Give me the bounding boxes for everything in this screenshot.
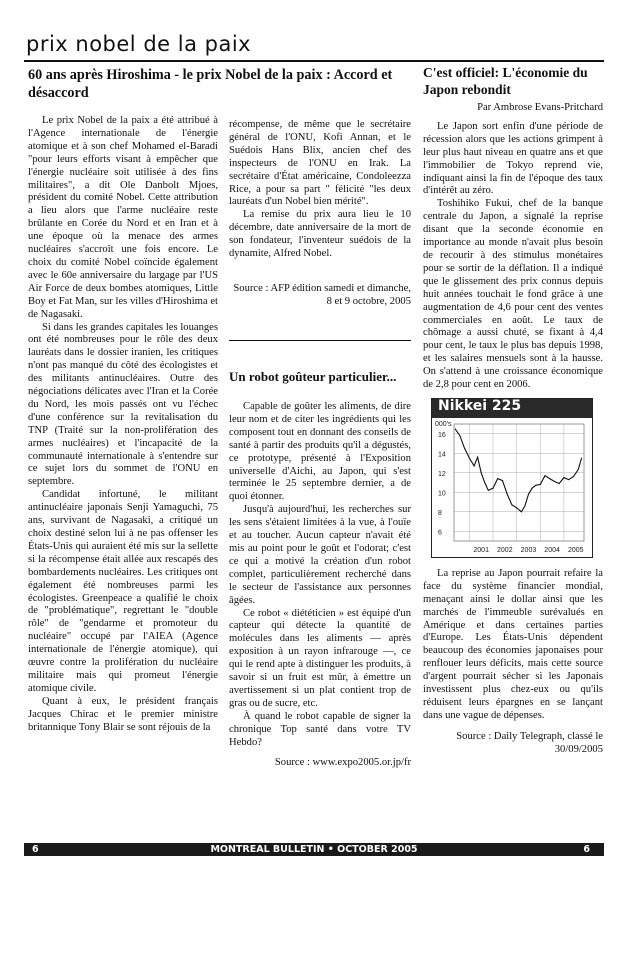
nikkei-data-point [488,490,489,491]
article-1-column-2 [229,119,411,309]
article-separator [229,340,411,341]
nikkei-data-point [540,484,541,485]
article-1-paragraph: Candidat infortuné, le militant antinucléaire japonais Senji Yamaguchi, 75 ans, survivant de Nagasaki, a critiqué un choix destiné selon lui à ne pas offenser les États-Unis qui auraient été mis sur la sellette si la récompense était allée aux rescapés des bombardements nucléaires. Les critiques ont également été nombreuses parmi les écologistes. Greenpeace a qualifié le choix de "problématique", regrettant le "double rôle" de "gendarme et promoteur du nucléaire" occupé par l'AIEA (Agence internationale de l'énergie atomique), qui œuvre contre la prolifération du nucléaire militaire mais qui promeut l'énergie atomique civile. [28,489,218,694]
y-tick-label: 6 [438,529,442,537]
nikkei-data-point [507,494,508,495]
nikkei-data-point [554,481,555,482]
y-tick-label: 8 [438,509,442,517]
nikkei-data-point [535,485,536,486]
article-1-headline: 60 ans après Hiroshima - le prix Nobel de la paix : Accord et désaccord [28,67,393,101]
nikkei-chart-plot [432,418,590,557]
x-tick-label: 2003 [520,546,537,554]
article-3-paragraph: La reprise au Japon pourrait refaire la face du système financier mondial, menaçant ainsi le dollar ainsi que les marchés de l'immeuble surévalués en Amérique et dans certaines parties d'Europe. Les États-Unis dépendent beaucoup des économies japonaises pour renflouer leurs déficits, mais cette source d'argent pourrait sécher si les Japonais investissent plus chez-eux ou qu'ils réduisent leurs épargnes en se lançant dans une vague de dépenses. [423,567,603,721]
y-tick-label: 12 [438,470,446,478]
page-footer [24,843,604,856]
nikkei-data-point [502,480,503,481]
y-tick-label: 16 [438,431,446,439]
article-2-paragraph: À quand le robot capable de signer la chronique Top santé dans votre TV Hebdo? [229,710,411,748]
article-2-paragraph: Capable de goûter les aliments, de dire leur nom et de citer les ingrédients qui les composent tout en donnant des conseils de santé à partir des produits qu'il a dégustés, ce prototype, présenté à l'Exposition universelle d'Aichi, au Japon, qui s'est terminée le 25 septembre dernier, a de quoi étonner. [229,401,411,503]
x-tick-label: 2002 [497,546,513,554]
nikkei-data-point [455,428,456,429]
article-1-paragraph: La remise du prix aura lieu le 10 décembre, date anniversaire de la mort de son fondateur, l'inventeur suédois de la dynamite, Alfred Nobel. [229,209,411,260]
nikkei-data-point [521,511,522,512]
nikkei-data-point [581,458,582,459]
article-1-paragraph: Le prix Nobel de la paix a été attribué à l'Agence internationale de l'énergie atomique et à son chef Mohamed el-Baradi "pour leurs efforts visant à empêcher que l'énergie nucléaire soit utilisée à des fins militaires", a dit Ole Danbolt Mjoes, président du comité Nobel. Cette attribution a lieu alors que l'arme nucléaire reste brûlante en Corée du Nord et en Iran et à une époque où la menace des armes nucléaires s'accroît une fois encore. Le choix du comité Nobel coïncide également avec le 60e anniversaire du largage par l'US Air Force de deux bombes atomiques, Little Boy et Fat Man, sur les villes d'Hiroshima et de Nagasaki. [28,115,218,320]
nikkei-data-point [469,458,470,459]
x-tick-label: 2004 [544,546,560,554]
x-tick-label: 2001 [473,546,489,554]
nikkei-data-point [578,469,579,470]
article-3-source: Source : Daily Telegraph, classé le 30/09/2005 [456,730,603,755]
x-tick-label: 2005 [567,546,584,554]
article-3-headline: C'est officiel: L'économie du Japon rebondit [423,65,588,97]
nikkei-data-point [563,477,564,478]
article-1-paragraph: récompense, de même que le secrétaire général de l'ONU, Kofi Annan, et le Suédois Hans Blix, ancien chef des inspecteurs de l'ONU en Irak. La secrétaire d'État américaine, Condoleezza Rice, a pour sa part " félicité "les deux lauréats d'un Nobel bien mérité". [229,119,411,208]
nikkei-data-point [477,457,478,458]
plot-area [454,424,584,541]
article-3 [423,64,603,757]
nikkei-data-point [573,476,574,477]
section-title: prix nobel de la paix [26,32,252,56]
nikkei-data-point [497,478,498,479]
article-1-source: Source : AFP édition samedi et dimanche, 8 et 9 octobre, 2005 [233,282,411,307]
nikkei-data-point [464,448,465,449]
footer-page-number-left: 6 [32,844,39,855]
nikkei-data-point [532,488,533,489]
nikkei-data-point [545,475,546,476]
article-3-byline: Par Ambrose Evans-Pritchard [477,102,603,113]
article-2-paragraph: Ce robot « diététicien » est équipé d'un capteur qui détecte la quantité de molécules dans les aliments — après exposition à un rayon infrarouge —, ce qui le rend apte à distinguer les produits, à savoir si un fruit est mûr, à émettre un avertissement si un plat contient trop de gras ou de sucre, etc. [229,607,411,709]
nikkei-data-point [528,494,529,495]
nikkei-data-point [568,479,569,480]
article-2-source: Source : www.expo2005.or.jp/fr [274,757,411,769]
nikkei-data-point [524,505,525,506]
y-tick-label: 14 [438,451,446,459]
article-2-headline: Un robot goûteur particulier... [229,369,397,384]
nikkei-data-point [559,483,560,484]
chart-title: Nikkei 225 [432,399,592,418]
nikkei-data-point [484,482,485,483]
nikkei-data-point [511,504,512,505]
nikkei-data-point [459,435,460,436]
nikkei-data-point [481,472,482,473]
nikkei-chart [431,398,593,558]
article-3-paragraph: Le Japon sort enfin d'une période de récession alors que les actions grimpent à leur plus haut niveau en quatre ans et que l'immobilier de Tokyo reprend vie, indiquant ainsi la fin de l'époque des taux d'intérêt au zéro. [423,120,603,197]
footer-page-number-right: 6 [583,844,590,855]
article-3-paragraph: Toshihiko Fukui, chef de la banque centrale du Japon, a signalé la reprise disant que la seconde économie en importance au monde n'avait plus besoin de recourir à des stimulus monétaires pour se sortir de la déflation. Il a indiqué que le glissement des prix connus depuis huit années touchait le fond grâce à une augmentation de 4,6 pour cent des ventes commerciales en août. Le taux de chômage a aussi chuté, se fixant à 4,4 pour cent, le taux le plus bas depuis 1998, et les salaires mensuels sont à la hausse. On s'attend à une croissance économique de 2,8 pour cent en 2006. [423,198,603,391]
article-2-paragraph: Jusqu'à aujourd'hui, les recherches sur les sens s'étaient limitées à la vue, à l'ouïe et au toucher. Aucun capteur n'avait été mis au point pour le goût et l'odorat; c'est ce qui a motivé la création d'un robot complet, particulièrement recherché dans le secteur de l'assistance aux personnes âgées. [229,504,411,606]
article-2 [229,368,411,770]
nikkei-data-point [474,465,475,466]
y-tick-label: 10 [438,490,446,498]
nikkei-data-point [549,478,550,479]
footer-publication: MONTREAL BULLETIN • OCTOBER 2005 [210,844,418,855]
y-axis-unit-label: 000's [435,420,452,428]
article-1-paragraph: Quant à eux, le président français Jacques Chirac et le premier ministre britannique Tony Blair se sont réjouis de la [28,695,218,733]
article-1-paragraph: Si dans les grandes capitales les louanges ont été nombreuses pour le rôle des deux lauréats dans le dossier iranien, les critiques n'ont pas manqué du côté des écologistes et des militants antinucléaires. Outre des négociations délicates avec l'Iran et la Corée du Nord, les mois passés ont vu l'échec d'une conférence sur la revitalisation du TNP (Traité sur la non-prolifération des armes nucléaires) et l'incapacité de la communauté internationale à s'entendre sur ce sujet lors du sommet de l'ONU en septembre. [28,321,218,488]
nikkei-data-point [493,488,494,489]
nikkei-data-point [516,507,517,508]
